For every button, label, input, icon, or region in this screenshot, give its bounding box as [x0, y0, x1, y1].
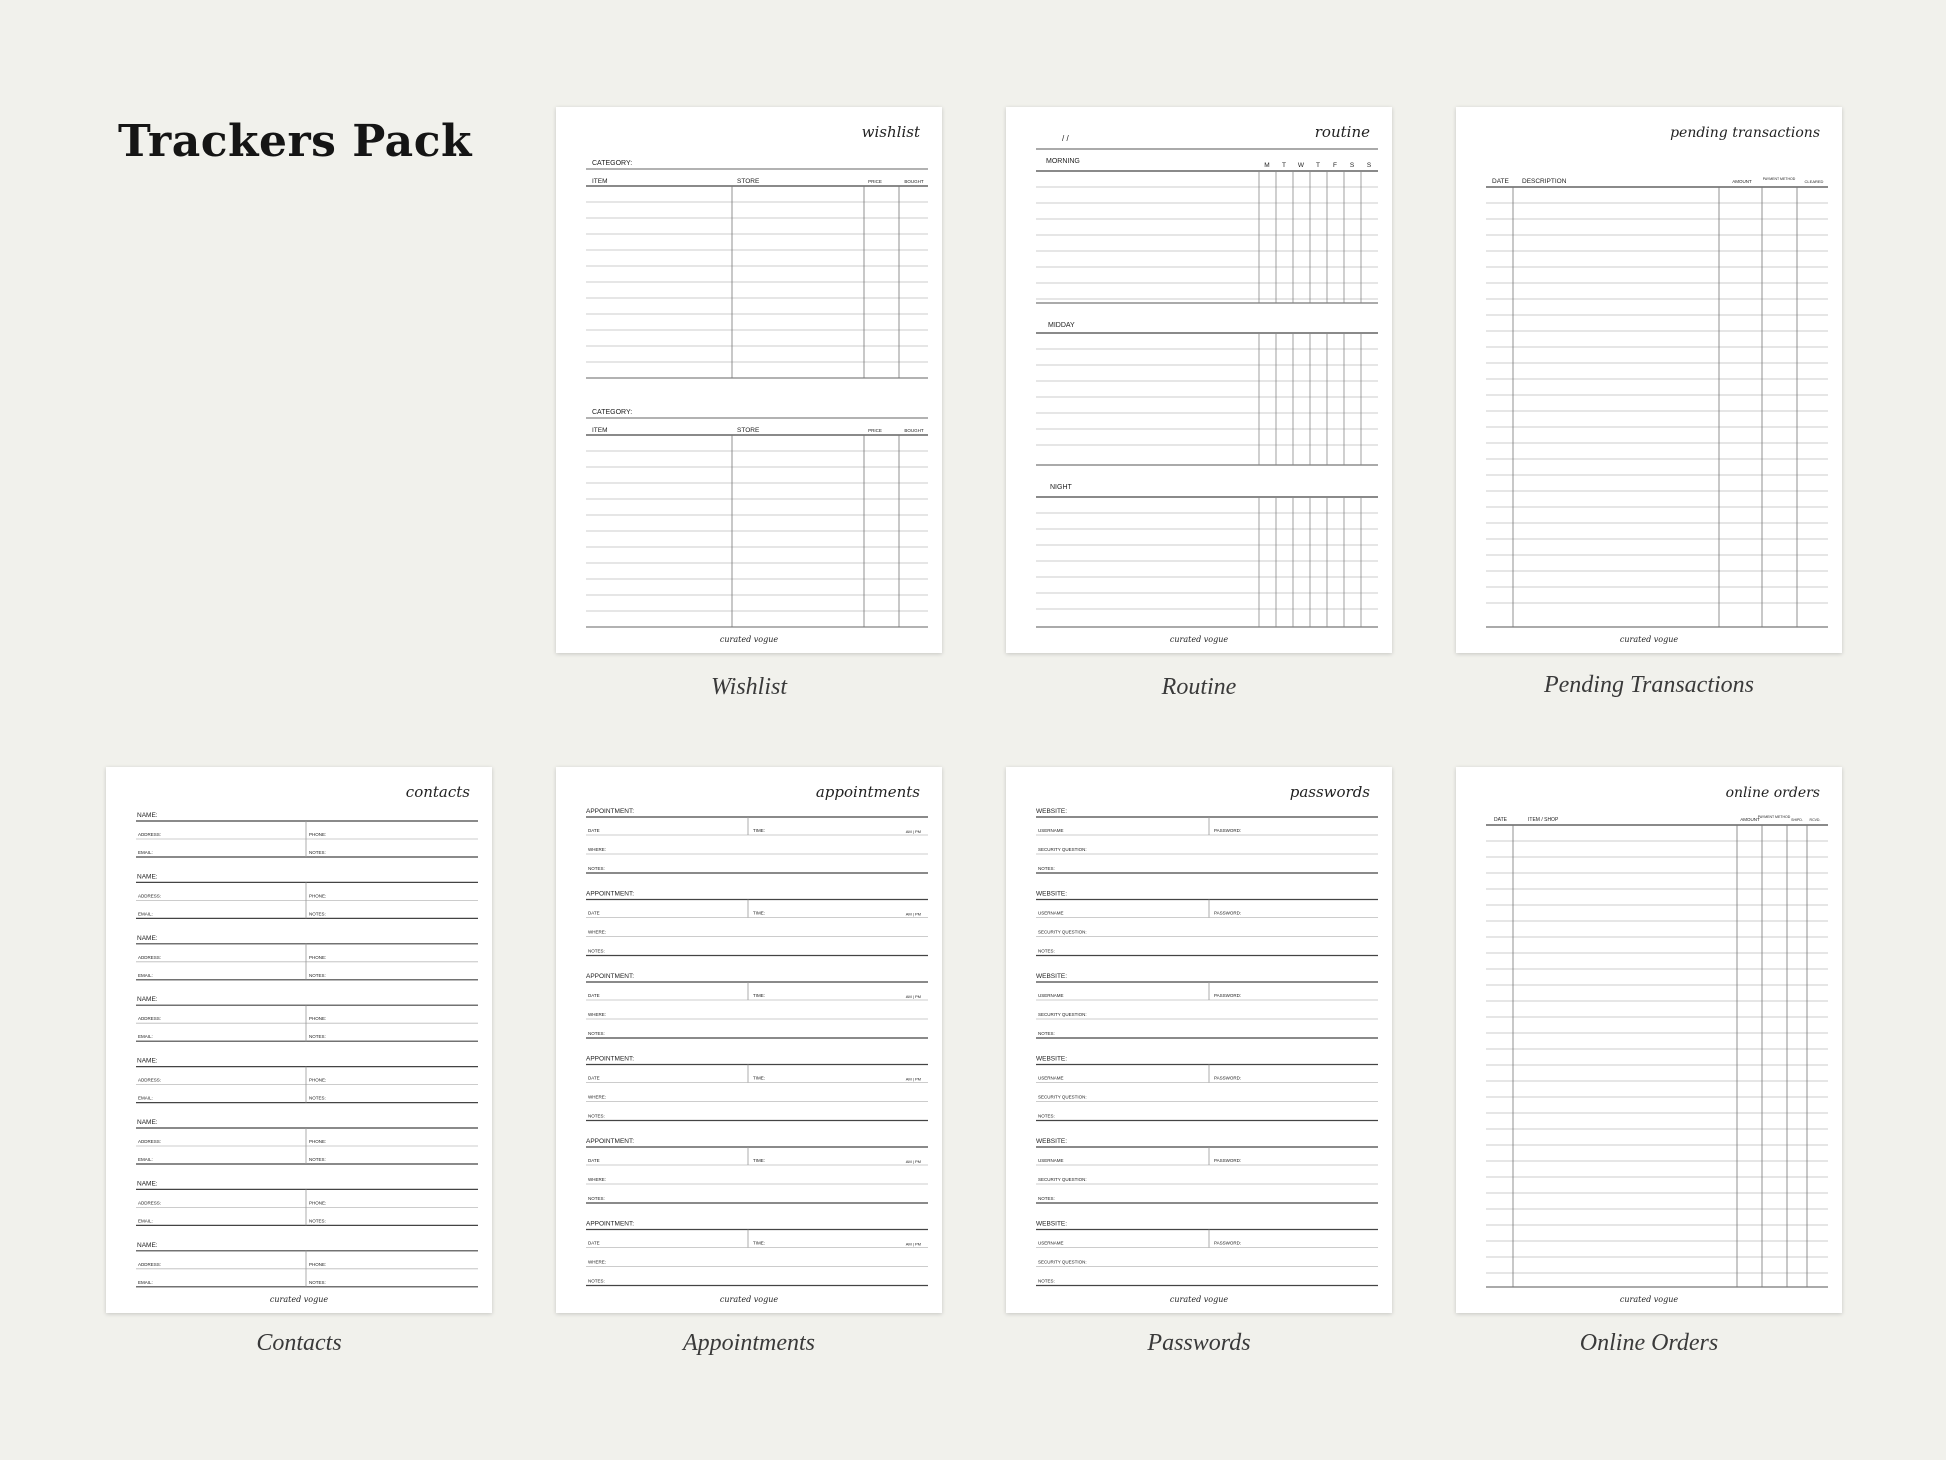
appointment-ampm-label: AM | PM: [905, 1159, 921, 1164]
contact-phone-label: PHONE:: [309, 832, 327, 837]
pack-title: Trackers Pack: [118, 116, 472, 167]
passwords-header-script: passwords: [1289, 783, 1370, 801]
wishlist-col-price: PRICE: [868, 179, 882, 184]
contact-address-label: ADDRESS:: [138, 954, 162, 960]
pending-sheet: [1456, 107, 1842, 653]
passwords-caption: Passwords: [1147, 1330, 1251, 1356]
orders-header-script: online orders: [1725, 785, 1820, 801]
appointment-date-label: DATE: [588, 1075, 600, 1081]
contact-email-label: EMAIL:: [138, 1034, 153, 1040]
pending-footer-script: curated vogue: [1619, 635, 1679, 644]
password-password-label: PASSWORD:: [1214, 1240, 1242, 1246]
contact-email-label: EMAIL:: [138, 972, 153, 978]
routine-day-sat: S: [1349, 162, 1355, 169]
contact-name-label: NAME:: [137, 873, 158, 881]
orders-col-received: RCVD.: [1809, 818, 1821, 822]
wishlist-col-store-2: STORE: [737, 427, 760, 434]
password-notes-label: NOTES:: [1038, 1031, 1055, 1036]
contact-address-label: ADDRESS:: [138, 893, 162, 899]
pending-col-payment: PAYMENT METHOD: [1762, 177, 1796, 181]
wishlist-page: [556, 107, 942, 653]
appointment-notes-label: NOTES:: [588, 1113, 605, 1119]
routine-caption: Routine: [1161, 674, 1237, 700]
orders-col-amount: AMOUNT: [1740, 817, 1760, 822]
appointment-date-label: DATE: [588, 1158, 600, 1163]
password-notes-label: NOTES:: [1038, 1278, 1055, 1284]
routine-section-night: NIGHT: [1050, 484, 1072, 491]
wishlist-col-price-2: PRICE: [868, 428, 882, 433]
orders-footer-script: curated vogue: [1619, 1295, 1679, 1304]
contact-phone-label: PHONE:: [309, 1200, 327, 1206]
password-website-label: WEBSITE:: [1036, 808, 1068, 815]
wishlist-rows-2: [586, 451, 928, 611]
contact-notes-label: NOTES:: [309, 1218, 326, 1224]
appointment-label: APPOINTMENT:: [586, 808, 635, 815]
wishlist-col-bought-2: BOUGHT: [904, 428, 924, 433]
contact-name-label: NAME:: [137, 1180, 158, 1188]
pending-col-date: DATE: [1492, 178, 1509, 185]
contact-address-label: ADDRESS:: [138, 1139, 162, 1144]
wishlist-col-bought: BOUGHT: [904, 179, 924, 184]
contact-name-label: NAME:: [137, 934, 158, 942]
wishlist-col-item-2: ITEM: [592, 427, 608, 434]
contact-address-label: ADDRESS:: [138, 1077, 162, 1083]
password-website-label: WEBSITE:: [1036, 1055, 1068, 1063]
routine-day-sun: S: [1366, 162, 1372, 169]
pending-col-amount: AMOUNT: [1732, 179, 1752, 184]
appointments-sheet: [556, 767, 942, 1313]
appointments-header-script: appointments: [815, 783, 920, 801]
password-username-label: USERNAME: [1038, 993, 1064, 998]
routine-date-marks: / /: [1062, 134, 1069, 143]
contact-name-label: NAME:: [137, 1241, 158, 1249]
contacts-sheet: [106, 767, 492, 1313]
appointment-label: APPOINTMENT:: [586, 973, 635, 980]
password-password-label: PASSWORD:: [1214, 910, 1242, 916]
routine-sheet: [1006, 107, 1392, 653]
contact-phone-label: PHONE:: [309, 954, 327, 960]
routine-section-midday: MIDDAY: [1048, 322, 1075, 329]
contact-phone-label: PHONE:: [309, 1077, 327, 1083]
passwords-sheet: [1006, 767, 1392, 1313]
appointment-ampm-label: AM | PM: [905, 911, 921, 917]
orders-col-item-shop: ITEM / SHOP: [1528, 817, 1559, 823]
appointment-time-label: TIME:: [753, 910, 765, 916]
routine-day-wed: W: [1297, 162, 1305, 169]
contact-phone-label: PHONE:: [309, 1016, 327, 1022]
wishlist-col-item: ITEM: [592, 178, 608, 185]
orders-caption: Online Orders: [1579, 1330, 1719, 1356]
routine-section-morning: MORNING: [1046, 158, 1080, 165]
appointment-where-label: WHERE:: [588, 1177, 606, 1182]
appointment-where-label: WHERE:: [588, 847, 606, 852]
appointment-ampm-label: AM | PM: [905, 994, 921, 999]
routine-day-thu: T: [1316, 162, 1320, 169]
contact-notes-label: NOTES:: [309, 850, 326, 855]
appointment-label: APPOINTMENT:: [586, 890, 635, 898]
orders-col-date: DATE: [1494, 817, 1507, 823]
appointment-ampm-label: AM | PM: [905, 829, 921, 834]
appointment-time-label: TIME:: [753, 993, 765, 998]
contact-address-label: ADDRESS:: [138, 832, 162, 837]
contact-notes-label: NOTES:: [309, 1279, 326, 1285]
appointment-ampm-label: AM | PM: [905, 1076, 921, 1082]
contacts-entries: [136, 812, 478, 1287]
contact-email-label: EMAIL:: [138, 850, 153, 855]
routine-day-mon: M: [1264, 162, 1270, 169]
appointment-label: APPOINTMENT:: [586, 1138, 635, 1145]
password-username-label: USERNAME: [1038, 1158, 1064, 1163]
contact-name-label: NAME:: [137, 1119, 158, 1126]
contact-phone-label: PHONE:: [309, 1261, 327, 1267]
routine-day-headers: [1264, 162, 1372, 169]
appointment-where-label: WHERE:: [588, 1259, 606, 1265]
contacts-footer-script: curated vogue: [269, 1295, 329, 1304]
wishlist-footer-script: curated vogue: [719, 635, 779, 644]
appointment-notes-label: NOTES:: [588, 1278, 605, 1284]
appointment-label: APPOINTMENT:: [586, 1055, 635, 1063]
appointment-label: APPOINTMENT:: [586, 1220, 635, 1228]
contact-email-label: EMAIL:: [138, 1218, 153, 1224]
password-username-label: USERNAME: [1038, 910, 1064, 916]
wishlist-col-store: STORE: [737, 178, 760, 185]
password-security-label: SECURITY QUESTION:: [1038, 1094, 1087, 1100]
appointments-page: [556, 767, 942, 1313]
password-security-label: SECURITY QUESTION:: [1038, 1177, 1087, 1182]
appointment-notes-label: NOTES:: [588, 1196, 605, 1201]
pending-caption: Pending Transactions: [1543, 672, 1754, 698]
wishlist-category-label-2: CATEGORY:: [592, 409, 633, 416]
password-username-label: USERNAME: [1038, 1240, 1064, 1246]
passwords-footer-script: curated vogue: [1169, 1295, 1229, 1304]
pending-page: [1456, 107, 1842, 653]
password-password-label: PASSWORD:: [1214, 828, 1242, 833]
password-website-label: WEBSITE:: [1036, 973, 1068, 980]
password-notes-label: NOTES:: [1038, 1113, 1055, 1119]
contact-email-label: EMAIL:: [138, 1279, 153, 1285]
appointments-footer-script: curated vogue: [719, 1295, 779, 1304]
contact-name-label: NAME:: [137, 996, 158, 1004]
orders-page: [1456, 767, 1842, 1313]
contact-address-label: ADDRESS:: [138, 1200, 162, 1206]
passwords-entries: [1036, 808, 1378, 1286]
appointment-notes-label: NOTES:: [588, 1031, 605, 1036]
orders-sheet: [1456, 767, 1842, 1313]
pending-col-cleared: CLEARED: [1804, 179, 1824, 184]
password-notes-label: NOTES:: [1038, 1196, 1055, 1201]
appointment-where-label: WHERE:: [588, 929, 606, 935]
routine-page: [1006, 107, 1392, 653]
wishlist-rows-1: [586, 202, 928, 362]
contact-phone-label: PHONE:: [309, 1139, 327, 1144]
contacts-caption: Contacts: [256, 1330, 342, 1356]
wishlist-caption: Wishlist: [710, 674, 788, 700]
routine-day-fri: F: [1333, 162, 1337, 169]
appointment-date-label: DATE: [588, 993, 600, 998]
contact-phone-label: PHONE:: [309, 893, 327, 899]
contacts-page: [106, 767, 492, 1313]
password-password-label: PASSWORD:: [1214, 1158, 1242, 1163]
appointment-time-label: TIME:: [753, 1158, 765, 1163]
contact-notes-label: NOTES:: [309, 911, 326, 917]
password-notes-label: NOTES:: [1038, 866, 1055, 871]
pending-rows: [1486, 203, 1828, 603]
appointment-time-label: TIME:: [753, 1075, 765, 1081]
contact-notes-label: NOTES:: [309, 972, 326, 978]
appointment-notes-label: NOTES:: [588, 948, 605, 954]
appointment-ampm-label: AM | PM: [905, 1241, 921, 1247]
password-website-label: WEBSITE:: [1036, 1138, 1068, 1145]
pending-col-description: DESCRIPTION: [1522, 178, 1567, 185]
appointment-where-label: WHERE:: [588, 1012, 606, 1017]
routine-footer-script: curated vogue: [1169, 635, 1229, 644]
appointment-time-label: TIME:: [753, 828, 765, 833]
appointment-date-label: DATE: [588, 828, 600, 833]
contact-name-label: NAME:: [137, 1057, 158, 1065]
appointment-where-label: WHERE:: [588, 1094, 606, 1100]
contact-email-label: EMAIL:: [138, 1157, 153, 1162]
password-notes-label: NOTES:: [1038, 948, 1055, 954]
password-security-label: SECURITY QUESTION:: [1038, 1012, 1087, 1017]
password-website-label: WEBSITE:: [1036, 890, 1068, 898]
orders-col-payment: PAYMENT METHOD: [1757, 815, 1791, 819]
pending-header-script: pending transactions: [1670, 125, 1820, 141]
contact-name-label: NAME:: [137, 812, 158, 819]
contact-email-label: EMAIL:: [138, 911, 153, 917]
contact-address-label: ADDRESS:: [138, 1261, 162, 1267]
wishlist-category-label: CATEGORY:: [592, 160, 633, 167]
contact-notes-label: NOTES:: [309, 1034, 326, 1040]
wishlist-header-script: wishlist: [861, 123, 920, 141]
contact-notes-label: NOTES:: [309, 1157, 326, 1162]
appointment-notes-label: NOTES:: [588, 866, 605, 871]
password-username-label: USERNAME: [1038, 828, 1064, 833]
contacts-header-script: contacts: [405, 783, 470, 801]
appointments-caption: Appointments: [683, 1330, 815, 1356]
contact-address-label: ADDRESS:: [138, 1016, 162, 1022]
appointment-date-label: DATE: [588, 1240, 600, 1246]
password-security-label: SECURITY QUESTION:: [1038, 1259, 1087, 1265]
appointment-time-label: TIME:: [753, 1240, 765, 1246]
orders-col-shipped: SHIPD.: [1791, 818, 1803, 822]
password-password-label: PASSWORD:: [1214, 1075, 1242, 1081]
contact-notes-label: NOTES:: [309, 1095, 326, 1101]
password-password-label: PASSWORD:: [1214, 993, 1242, 998]
orders-rows: [1486, 841, 1828, 1273]
appointments-entries: [586, 808, 928, 1286]
password-security-label: SECURITY QUESTION:: [1038, 929, 1087, 935]
password-website-label: WEBSITE:: [1036, 1220, 1068, 1228]
password-username-label: USERNAME: [1038, 1075, 1064, 1081]
appointment-date-label: DATE: [588, 910, 600, 916]
contact-email-label: EMAIL:: [138, 1095, 153, 1101]
routine-header-script: routine: [1314, 123, 1370, 141]
wishlist-sheet: [556, 107, 942, 653]
password-security-label: SECURITY QUESTION:: [1038, 847, 1087, 852]
routine-day-tue: T: [1282, 162, 1286, 169]
passwords-page: [1006, 767, 1392, 1313]
